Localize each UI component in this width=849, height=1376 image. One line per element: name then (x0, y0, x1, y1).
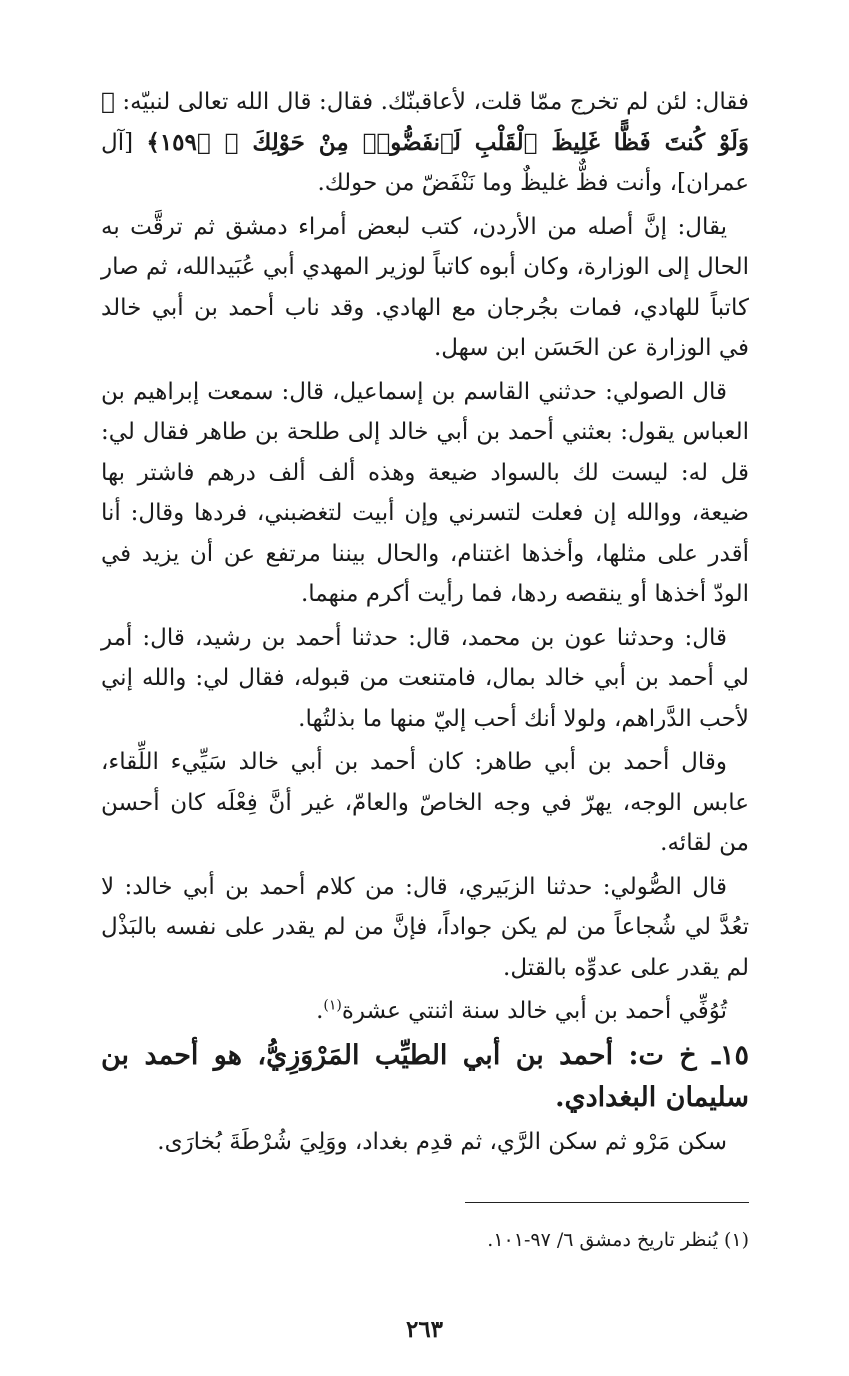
paragraph-5: وقال أحمد بن أبي طاهر: كان أحمد بن أبي خالد سَيِّيء اللِّقاء، عابس الوجه، يهرّ في وجه الخاصّ والعامّ، غير أنَّ فِعْلَه كان أحسن من لقائه. (101, 749, 749, 856)
paragraph-2: يقال: إنَّ أصله من الأردن، كتب لبعض أمراء دمشق ثم ترقَّت به الحال إلى الوزارة، وكان أبوه كاتباً لوزير المهدي أبي عُبَيدالله، ثم صار كاتباً للهادي، فمات بجُرجان مع الهادي. وقد ناب أحمد بن أبي خالد في الوزارة عن الحَسَن ابن سهل. (101, 213, 749, 361)
paragraph-7-text: تُوُفِّي أحمد بن أبي خالد سنة اثنتي عشرة (341, 998, 727, 1024)
footnote-reference: (١) (323, 997, 342, 1014)
paragraph-1-before-quote: فقال: لئن لم تخرج ممّا قلت، لأعاقبنّك. فقال: قال الله تعالى لنبيّه: (114, 89, 749, 115)
footnote: (١) يُنظر تاريخ دمشق ٦/ ٩٧-١٠١. (487, 1229, 749, 1251)
paragraph-4: قال: وحدثنا عون بن محمد، قال: حدثنا أحمد بن رشيد، قال: أمر لي أحمد بن أبي خالد بمال، فامتنعت من قبوله، فقال لي: والله إني لأحب الدَّراهم، ولولا أنك أحب إليّ منها ما بذلتُها. (101, 624, 749, 732)
entry-heading: ١٥ـ خ ت: أحمد بن أبي الطيِّب المَرْوَزِيُّ، هو أحمد بن سليمان البغدادي. (101, 1039, 749, 1113)
paragraph-7-end: . (316, 998, 324, 1024)
paragraph-3: قال الصولي: حدثني القاسم بن إسماعيل، قال: سمعت إبراهيم بن العباس يقول: بعثني أحمد بن أبي خالد إلى طلحة بن طاهر فقال لي: قل له: ليست لك بالسواد ضيعة وهذه ألف ألف درهم فاشتر بها ضيعة، ووالله إن فعلت لتسرني وإن أبيت لتغضبني، فردها وقال: أنا أقدر على مثلها، وأخذها اغتنام، والحال بيننا مرتفع عن أن يزيد في الودّ أخذها أو ينقصه ردها، فما رأيت أكرم منهما. (101, 378, 749, 607)
paragraph-1-after-quote: [آل عمران]، وأنت فظٌّ غليظٌ وما نَنْفَضّ من حولك. (101, 129, 749, 196)
paragraph-1 (101, 82, 749, 204)
page-number: ٢٦٣ (405, 1316, 444, 1343)
paragraph-7 (101, 991, 749, 1032)
paragraph-6: قال الصُّولي: حدثنا الزبَيري، قال: من كلام أحمد بن أبي خالد: لا تعُدَّ لي شُجاعاً من لم يكن جواداً، فإنَّ من لم يقدر على نفسه بالبَذْل لم يقدر على عدوِّه بالقتل. (101, 873, 749, 981)
footnote-divider (465, 1202, 749, 1203)
quran-verse: ﴿ وَلَوْ كُنتَ فَظًّا غَلِيظَ ٱلْقَلْبِ لَٱنفَضُّوا۟ مِنْ حَوْلِكَ ﴾ ﴿١٥٩﴾ (101, 88, 749, 156)
main-text (101, 82, 749, 1165)
entry-text: سكن مَرْو ثم سكن الرَّي، ثم قدِم بغداد، ووَلِيَ شُرْطَةَ بُخارَى. (157, 1128, 727, 1155)
